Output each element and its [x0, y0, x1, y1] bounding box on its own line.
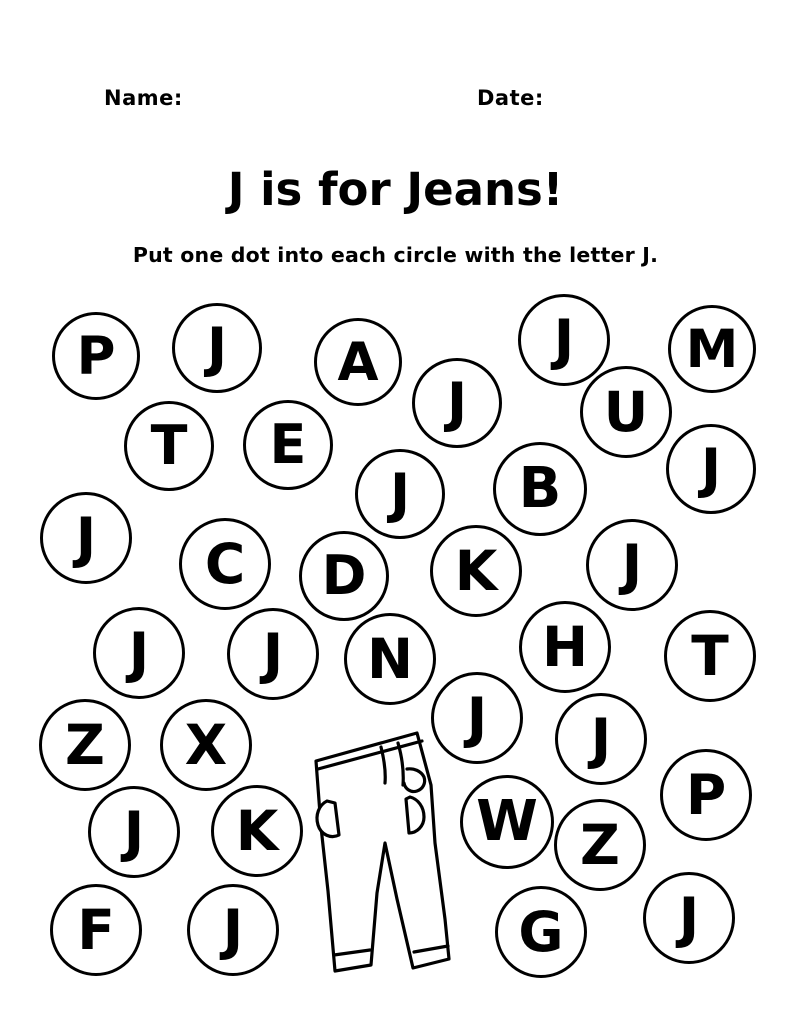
- letter-circle[interactable]: [124, 401, 214, 491]
- letter-circle-label: E: [269, 413, 307, 476]
- letter-circle-label: J: [128, 620, 150, 685]
- letter-circle-label: F: [77, 897, 115, 962]
- letter-circle-label: J: [75, 505, 97, 570]
- letter-circle-label: C: [204, 531, 246, 596]
- letter-circle[interactable]: [580, 366, 672, 458]
- letter-circle-label: J: [700, 437, 722, 500]
- letter-circle[interactable]: [586, 519, 678, 611]
- letter-circle[interactable]: [93, 607, 185, 699]
- letter-circle[interactable]: [160, 699, 252, 791]
- letter-circle-label: X: [184, 712, 228, 777]
- letter-circle-label: J: [123, 799, 145, 864]
- letter-circle[interactable]: [664, 610, 756, 702]
- letter-circle[interactable]: [554, 799, 646, 891]
- letter-circle[interactable]: [187, 884, 279, 976]
- letter-circle-label: T: [691, 623, 729, 688]
- letter-circle-label: J: [206, 316, 228, 379]
- letter-circle-label: B: [518, 456, 562, 521]
- letter-circle[interactable]: [243, 400, 333, 490]
- letter-circle-label: J: [678, 885, 700, 950]
- letter-circle-label: D: [321, 544, 367, 607]
- letter-circle-label: Z: [65, 712, 105, 777]
- letter-circle-label: N: [366, 626, 414, 691]
- letter-circle-label: J: [590, 706, 612, 771]
- letter-circle-label: J: [621, 532, 643, 597]
- letter-circle[interactable]: [52, 312, 140, 400]
- letter-circle[interactable]: [555, 693, 647, 785]
- letter-circle[interactable]: [172, 303, 262, 393]
- letter-circle-label: W: [476, 789, 538, 854]
- letter-circle[interactable]: [643, 872, 735, 964]
- page-title: J is for Jeans!: [227, 163, 564, 216]
- letter-circle-label: A: [337, 331, 379, 393]
- letter-circle[interactable]: [179, 518, 271, 610]
- letter-circle[interactable]: [518, 294, 610, 386]
- letter-circle-label: K: [454, 538, 498, 603]
- letter-circle-label: J: [446, 371, 468, 434]
- letter-circle[interactable]: [666, 424, 756, 514]
- letter-circle[interactable]: [314, 318, 402, 406]
- letter-circle-label: K: [235, 798, 279, 863]
- letter-circle-label: J: [389, 462, 411, 525]
- letter-circle[interactable]: [88, 786, 180, 878]
- jeans-illustration: [285, 723, 500, 973]
- letter-circle[interactable]: [227, 608, 319, 700]
- letter-circle[interactable]: [40, 492, 132, 584]
- letter-circle-label: P: [76, 325, 116, 387]
- letter-circle[interactable]: [668, 305, 756, 393]
- letter-circle-label: P: [685, 762, 727, 827]
- letter-circle-label: J: [466, 685, 488, 750]
- letter-circle[interactable]: [355, 449, 445, 539]
- letter-circle-label: M: [685, 318, 739, 380]
- letter-circle-label: U: [603, 379, 649, 444]
- letter-circle[interactable]: [660, 749, 752, 841]
- letter-circle[interactable]: [344, 613, 436, 705]
- letter-circle[interactable]: [493, 442, 587, 536]
- letter-circle[interactable]: [430, 525, 522, 617]
- letter-circle-label: Z: [580, 812, 620, 877]
- letter-circle-label: G: [518, 899, 564, 964]
- letter-circle[interactable]: [39, 699, 131, 791]
- letter-circle-label: J: [553, 307, 575, 372]
- letter-circle[interactable]: [50, 884, 142, 976]
- letter-circle[interactable]: [519, 601, 611, 693]
- letter-circle-label: J: [262, 621, 284, 686]
- instructions-text: Put one dot into each circle with the letter J.: [132, 243, 659, 267]
- name-field-label: Name:: [104, 86, 183, 110]
- letter-circle-label: J: [222, 897, 244, 962]
- letter-circle[interactable]: [495, 886, 587, 978]
- letter-circle[interactable]: [412, 358, 502, 448]
- letter-circle[interactable]: [299, 531, 389, 621]
- date-field-label: Date:: [477, 86, 544, 110]
- letter-circle-label: H: [541, 614, 589, 679]
- letter-circle-label: T: [150, 414, 188, 477]
